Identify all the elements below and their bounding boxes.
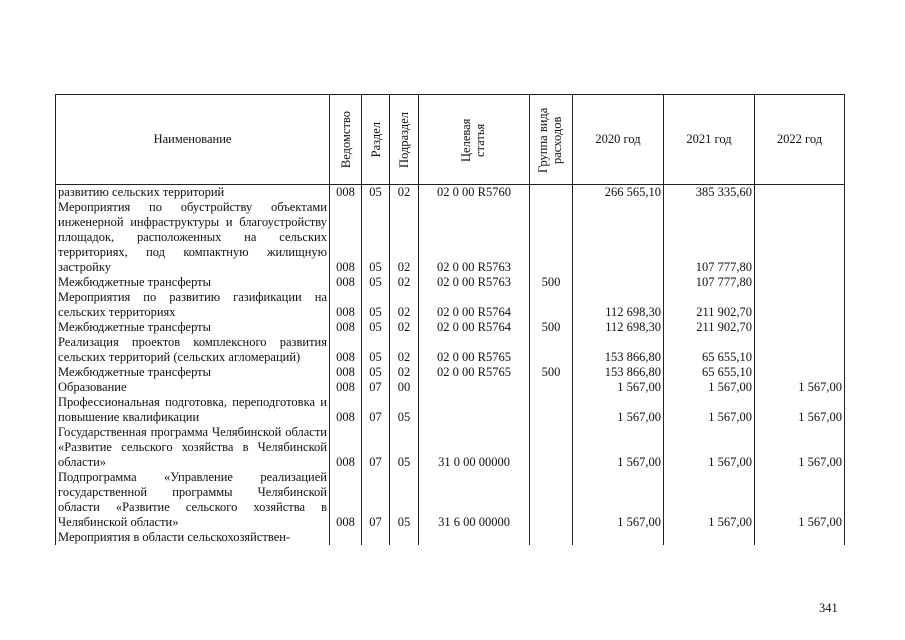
row-vedomstvo: 008 — [330, 275, 362, 290]
row-value-2020: 1 567,00 — [573, 380, 664, 395]
row-razdel: 05 — [362, 200, 390, 275]
row-podrazdel: 02 — [390, 365, 419, 380]
table-row — [56, 320, 845, 335]
header-name-text: Наименование — [153, 132, 232, 146]
row-value-2021: 1 567,00 — [664, 395, 755, 425]
row-celevaya-statya: 02 0 00 R5763 — [419, 275, 530, 290]
table-row — [56, 200, 845, 275]
row-podrazdel — [390, 530, 419, 545]
row-value-2021: 211 902,70 — [664, 290, 755, 320]
row-celevaya-statya — [419, 395, 530, 425]
row-celevaya-statya: 02 0 00 R5765 — [419, 365, 530, 380]
table-row — [56, 275, 845, 290]
row-gruppa: 500 — [530, 275, 573, 290]
row-value-2020: 266 565,10 — [573, 185, 664, 201]
header-2021-text: 2021 год — [686, 132, 732, 146]
row-vedomstvo: 008 — [330, 425, 362, 470]
row-value-2021: 385 335,60 — [664, 185, 755, 201]
row-celevaya-statya: 02 0 00 R5764 — [419, 290, 530, 320]
row-value-2020: 1 567,00 — [573, 470, 664, 530]
header-2021 — [664, 95, 755, 185]
header-gruppa-vida-rashodov — [530, 95, 573, 185]
row-podrazdel: 05 — [390, 425, 419, 470]
row-value-2021: 1 567,00 — [664, 425, 755, 470]
row-razdel: 07 — [362, 425, 390, 470]
row-value-2021: 65 655,10 — [664, 365, 755, 380]
row-gruppa — [530, 185, 573, 201]
row-name: Реализация проектов комплексного развития сельских территорий (сельских агломераций) — [56, 335, 330, 365]
row-razdel: 05 — [362, 320, 390, 335]
row-razdel: 05 — [362, 275, 390, 290]
row-celevaya-statya: 31 0 00 00000 — [419, 425, 530, 470]
row-vedomstvo: 008 — [330, 335, 362, 365]
row-vedomstvo: 008 — [330, 365, 362, 380]
table-row — [56, 185, 845, 201]
row-gruppa: 500 — [530, 365, 573, 380]
row-name: Мероприятия по развитию газификации на сельских территориях — [56, 290, 330, 320]
row-value-2022 — [755, 530, 845, 545]
row-razdel: 07 — [362, 470, 390, 530]
row-value-2022 — [755, 365, 845, 380]
row-podrazdel: 00 — [390, 380, 419, 395]
row-razdel: 05 — [362, 185, 390, 201]
row-razdel — [362, 530, 390, 545]
header-2020-text: 2020 год — [595, 132, 641, 146]
row-name: Подпрограмма «Управление реализацией государственной программы Челябинской области «Развитие сельского хозяйства в Челябинской области» — [56, 470, 330, 530]
row-value-2021: 211 902,70 — [664, 320, 755, 335]
table-row — [56, 425, 845, 470]
table-header — [56, 95, 845, 185]
row-gruppa — [530, 290, 573, 320]
table-row — [56, 395, 845, 425]
row-celevaya-statya: 02 0 00 R5760 — [419, 185, 530, 201]
row-name: Мероприятия в области сельскохозяйствен- — [56, 530, 330, 545]
row-value-2022 — [755, 185, 845, 201]
row-value-2021: 107 777,80 — [664, 200, 755, 275]
row-celevaya-statya: 02 0 00 R5765 — [419, 335, 530, 365]
row-value-2020: 112 698,30 — [573, 320, 664, 335]
row-gruppa — [530, 470, 573, 530]
row-podrazdel: 02 — [390, 335, 419, 365]
row-podrazdel: 02 — [390, 185, 419, 201]
header-name — [56, 95, 330, 185]
row-razdel: 07 — [362, 380, 390, 395]
row-vedomstvo — [330, 530, 362, 545]
header-2022-text: 2022 год — [776, 132, 823, 146]
row-vedomstvo: 008 — [330, 185, 362, 201]
row-vedomstvo: 008 — [330, 200, 362, 275]
row-value-2021: 107 777,80 — [664, 275, 755, 290]
row-value-2020: 153 866,80 — [573, 365, 664, 380]
row-gruppa — [530, 335, 573, 365]
row-value-2020 — [573, 275, 664, 290]
header-vedomstvo-text: Ведомство — [338, 110, 353, 169]
row-vedomstvo: 008 — [330, 470, 362, 530]
row-celevaya-statya: 02 0 00 R5763 — [419, 200, 530, 275]
row-gruppa: 500 — [530, 320, 573, 335]
row-vedomstvo: 008 — [330, 290, 362, 320]
header-podrazdel-text: Подраздел — [397, 111, 411, 168]
row-vedomstvo: 008 — [330, 395, 362, 425]
row-value-2022: 1 567,00 — [755, 380, 845, 395]
row-podrazdel: 05 — [390, 395, 419, 425]
row-gruppa — [530, 395, 573, 425]
row-vedomstvo: 008 — [330, 320, 362, 335]
row-value-2022: 1 567,00 — [755, 395, 845, 425]
row-celevaya-statya — [419, 380, 530, 395]
row-value-2021: 1 567,00 — [664, 380, 755, 395]
row-value-2022 — [755, 200, 845, 275]
row-value-2020: 153 866,80 — [573, 335, 664, 365]
row-name: Образование — [56, 380, 330, 395]
header-celevaya-statya-text: Целевая статья — [459, 117, 487, 162]
row-name: Межбюджетные трансферты — [56, 365, 330, 380]
row-value-2021: 65 655,10 — [664, 335, 755, 365]
row-razdel: 07 — [362, 395, 390, 425]
row-gruppa — [530, 380, 573, 395]
row-gruppa — [530, 425, 573, 470]
row-name: Профессиональная подготовка, переподготовка и повышение квалификации — [56, 395, 330, 425]
table-row — [56, 470, 845, 530]
row-value-2022 — [755, 320, 845, 335]
row-value-2022: 1 567,00 — [755, 425, 845, 470]
row-celevaya-statya: 31 6 00 00000 — [419, 470, 530, 530]
row-celevaya-statya: 02 0 00 R5764 — [419, 320, 530, 335]
row-value-2020 — [573, 530, 664, 545]
table-row — [56, 335, 845, 365]
row-value-2022 — [755, 275, 845, 290]
row-value-2022 — [755, 290, 845, 320]
row-value-2020 — [573, 200, 664, 275]
page-number: 341 — [819, 601, 838, 615]
row-podrazdel: 02 — [390, 320, 419, 335]
table-row — [56, 380, 845, 395]
row-value-2022: 1 567,00 — [755, 470, 845, 530]
header-2020 — [573, 95, 664, 185]
row-value-2020: 1 567,00 — [573, 425, 664, 470]
row-podrazdel: 02 — [390, 290, 419, 320]
table-row — [56, 365, 845, 380]
row-name: развитию сельских территорий — [56, 185, 330, 201]
row-gruppa — [530, 530, 573, 545]
row-razdel: 05 — [362, 365, 390, 380]
header-gruppa-text: Группа вида расходов — [536, 106, 564, 173]
row-value-2020: 112 698,30 — [573, 290, 664, 320]
header-podrazdel — [390, 95, 419, 185]
header-vedomstvo — [330, 95, 362, 185]
row-name: Межбюджетные трансферты — [56, 275, 330, 290]
row-value-2021 — [664, 530, 755, 545]
row-vedomstvo: 008 — [330, 380, 362, 395]
row-podrazdel: 02 — [390, 200, 419, 275]
row-name: Межбюджетные трансферты — [56, 320, 330, 335]
row-razdel: 05 — [362, 335, 390, 365]
row-gruppa — [530, 200, 573, 275]
row-name: Государственная программа Челябинской области «Развитие сельского хозяйства в Челябинской области» — [56, 425, 330, 470]
header-razdel — [362, 95, 390, 185]
header-2022 — [755, 95, 845, 185]
table-row — [56, 290, 845, 320]
table-body — [56, 185, 845, 546]
header-celevaya-statya — [419, 95, 530, 185]
row-podrazdel: 02 — [390, 275, 419, 290]
row-name: Мероприятия по обустройству объектами инженерной инфраструктуры и благоустройству площадок, расположенных на сельских территориях, под компактную жилищную застройку — [56, 200, 330, 275]
table-row — [56, 530, 845, 545]
row-value-2020: 1 567,00 — [573, 395, 664, 425]
row-razdel: 05 — [362, 290, 390, 320]
row-value-2022 — [755, 335, 845, 365]
header-razdel-text: Раздел — [368, 121, 383, 158]
budget-table — [55, 94, 845, 545]
row-celevaya-statya — [419, 530, 530, 545]
row-value-2021: 1 567,00 — [664, 470, 755, 530]
row-podrazdel: 05 — [390, 470, 419, 530]
